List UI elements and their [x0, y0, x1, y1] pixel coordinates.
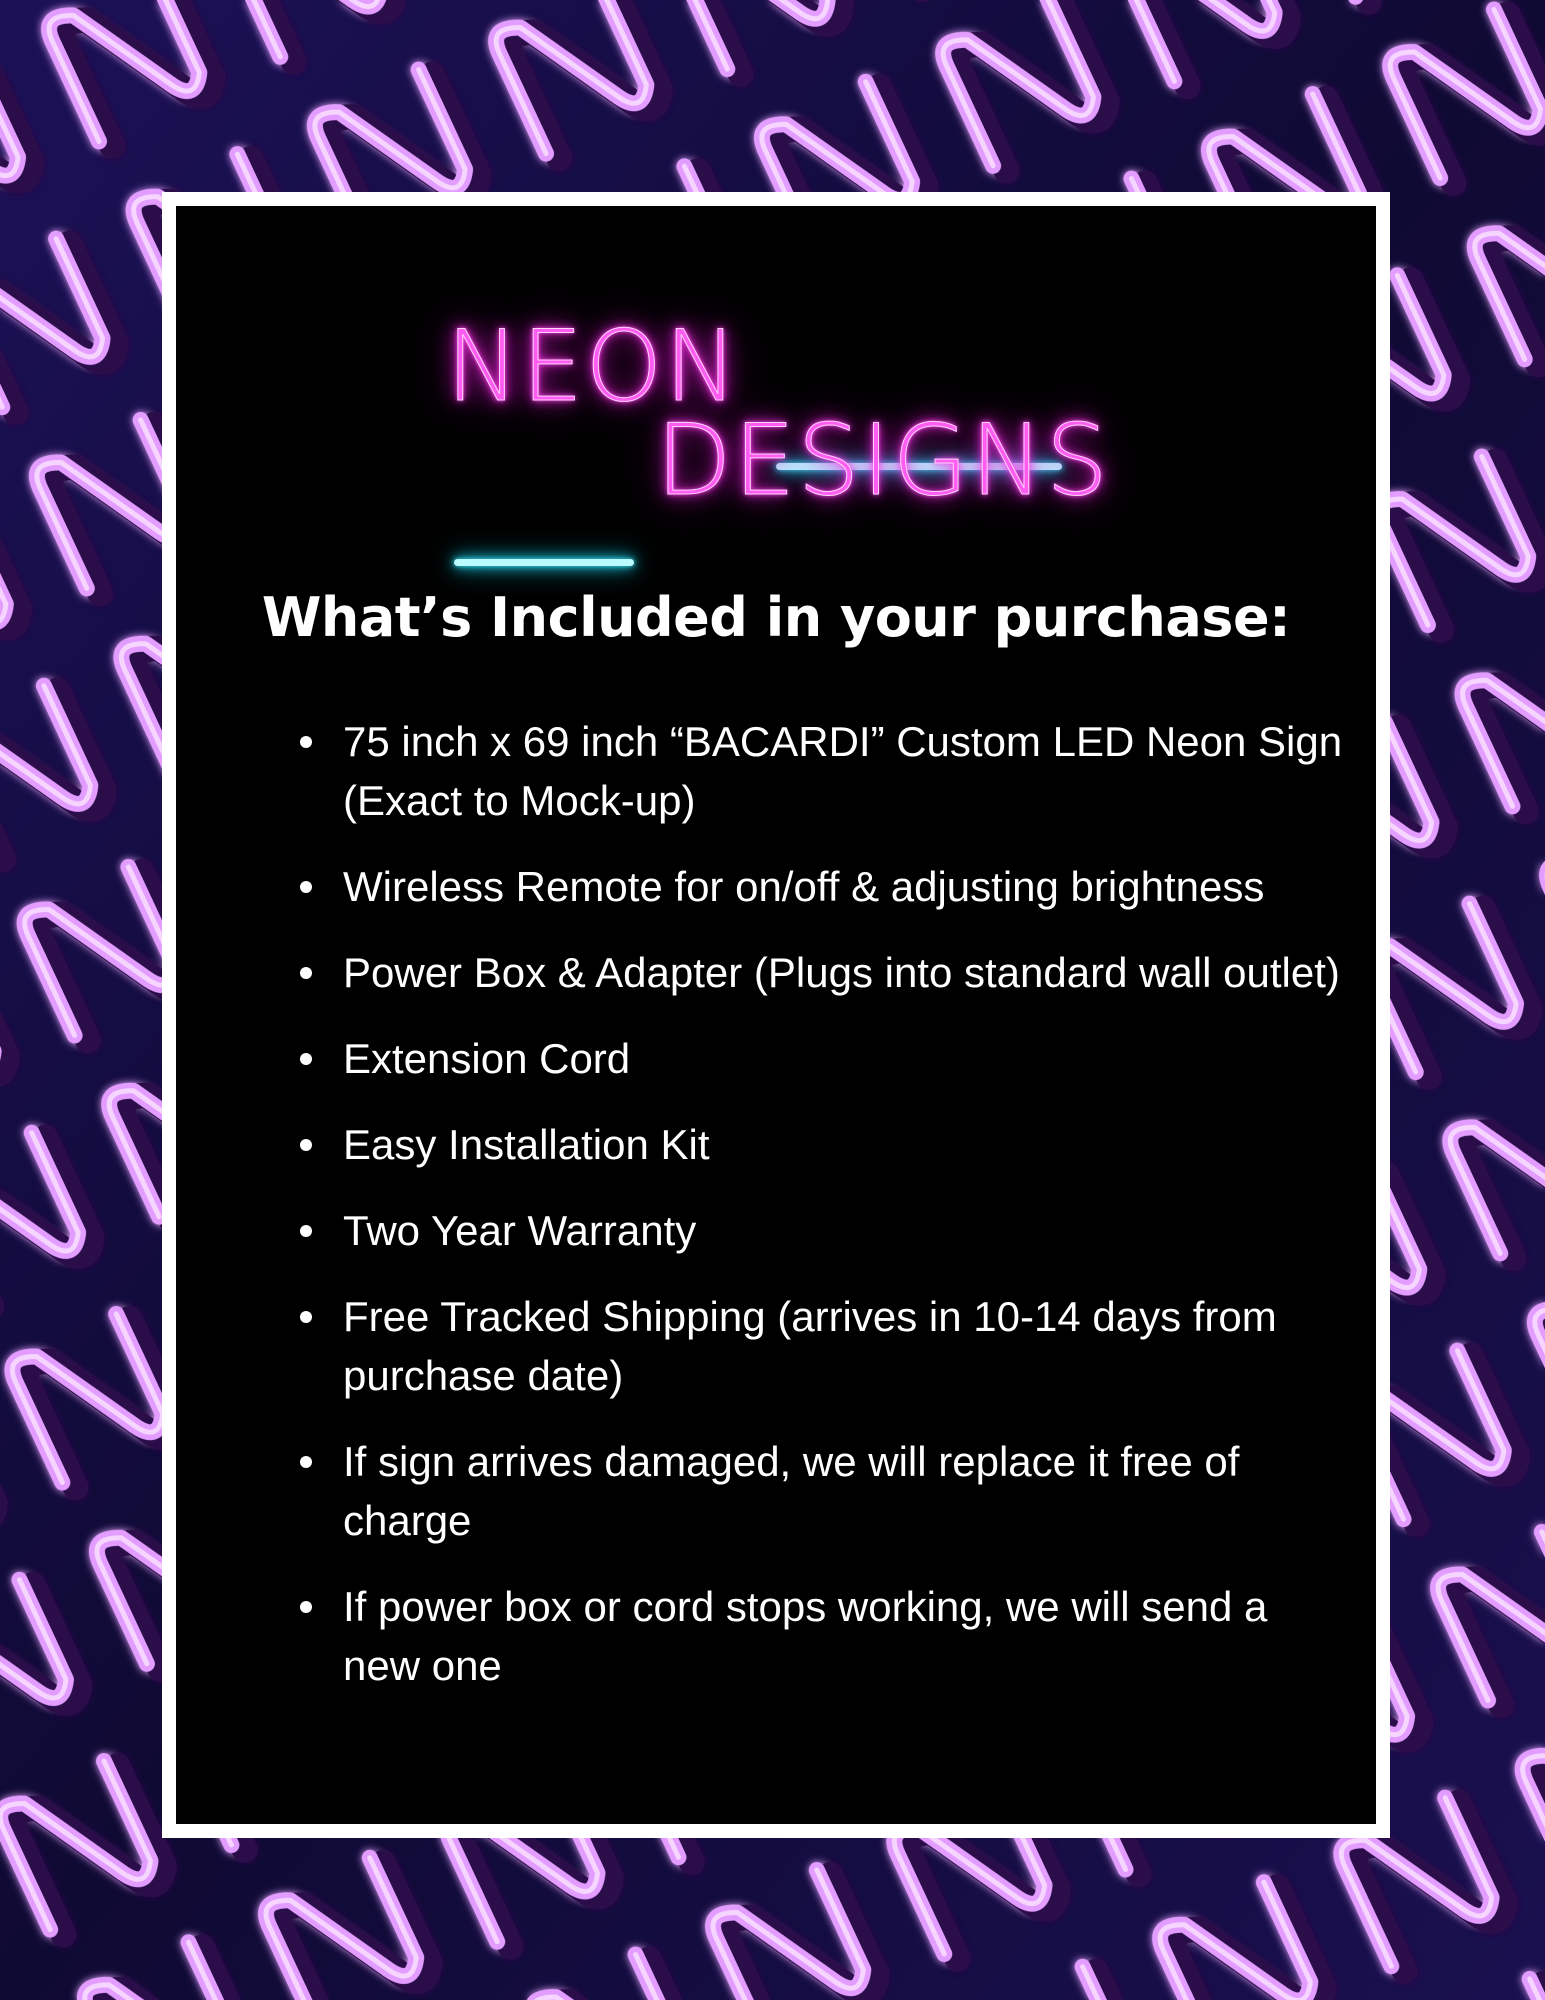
- list-item: [236, 1115, 1346, 1174]
- bullet-icon: [300, 1139, 312, 1151]
- bullet-icon: [300, 967, 312, 979]
- list-item: [236, 712, 1346, 830]
- list-item-text: If sign arrives damaged, we will replace it free of charge: [343, 1438, 1240, 1544]
- logo-cyan-line-bottom: [454, 559, 634, 566]
- logo-word-neon: NEON: [446, 310, 740, 424]
- list-item: [236, 857, 1346, 916]
- list-item: [236, 1029, 1346, 1088]
- bullet-icon: [300, 1311, 312, 1323]
- info-card: [176, 206, 1376, 1824]
- list-item-text: Free Tracked Shipping (arrives in 10-14 days from purchase date): [343, 1293, 1277, 1399]
- list-item: [236, 1432, 1346, 1550]
- bullet-icon: [300, 1053, 312, 1065]
- list-item-text: If power box or cord stops working, we will send a new one: [343, 1583, 1268, 1689]
- list-item: [236, 1287, 1346, 1405]
- list-item-text: Two Year Warranty: [343, 1207, 697, 1254]
- list-item-text: Extension Cord: [343, 1035, 631, 1082]
- bullet-icon: [300, 1225, 312, 1237]
- bullet-icon: [300, 736, 312, 748]
- included-items-list: [236, 712, 1346, 1722]
- list-item: [236, 943, 1346, 1002]
- card-frame: [162, 192, 1390, 1838]
- neon-designs-logo: [446, 310, 1110, 536]
- bullet-icon: [300, 1456, 312, 1468]
- list-item-text: 75 inch x 69 inch “BACARDI” Custom LED Neon Sign (Exact to Mock-up): [343, 718, 1343, 824]
- logo-word-designs: DESIGNS: [656, 404, 1110, 518]
- list-item-text: Easy Installation Kit: [343, 1121, 710, 1168]
- list-item: [236, 1577, 1346, 1695]
- bullet-icon: [300, 881, 312, 893]
- list-item-text: Wireless Remote for on/off & adjusting brightness: [343, 863, 1265, 910]
- bullet-icon: [300, 1601, 312, 1613]
- list-item-text: Power Box & Adapter (Plugs into standard wall outlet): [343, 949, 1340, 996]
- list-item: [236, 1201, 1346, 1260]
- page-title: What’s Included in your purchase:: [261, 586, 1291, 649]
